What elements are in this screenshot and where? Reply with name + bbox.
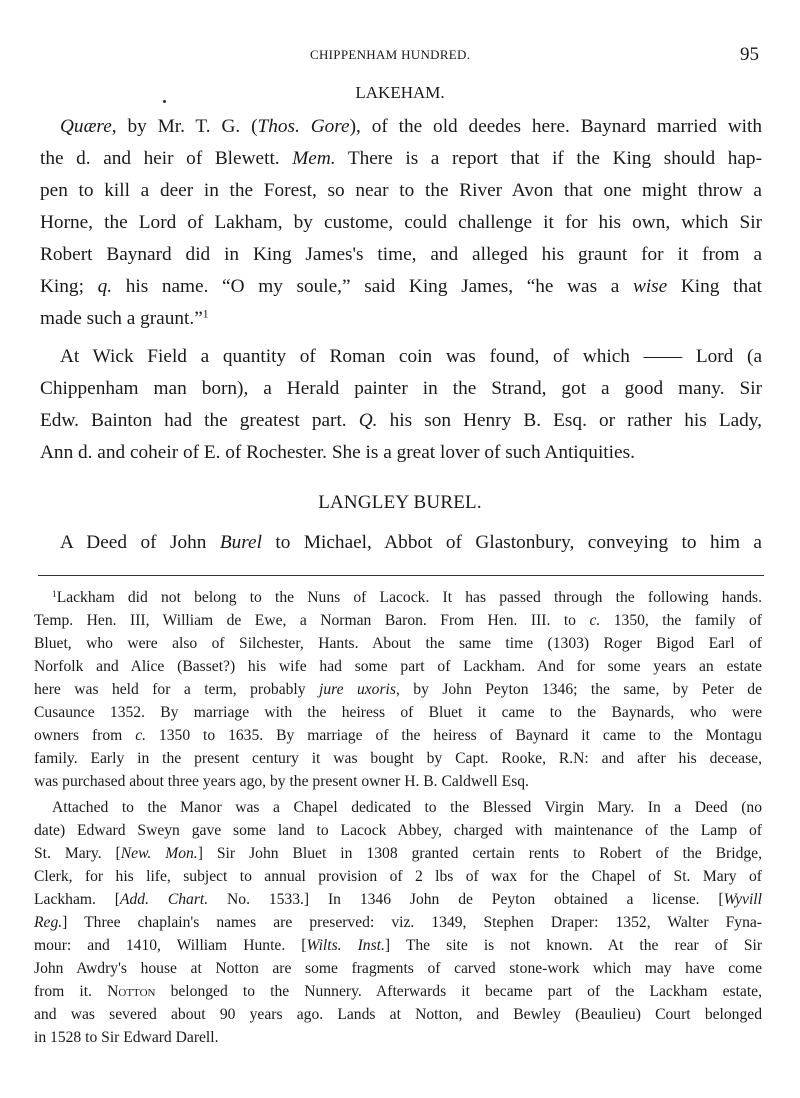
- text-line: [34, 891, 762, 909]
- italic-text: Q.: [358, 410, 378, 431]
- text-run: Robert Baynard did in King James's time, and alleged his graunt for it from a: [40, 244, 762, 265]
- text-run: A Deed of John: [60, 532, 220, 553]
- text-run: There is a report that if the King should hap-: [335, 148, 762, 169]
- text-run: King;: [40, 276, 98, 297]
- text-line: [40, 442, 762, 464]
- text-line: [34, 704, 762, 722]
- text-line: [34, 822, 762, 840]
- text-run: Bluet, who were also of Silchester, Hants. About the same time (1303) Roger Bigod Earl of: [34, 635, 762, 652]
- text-run: Horne, the Lord of Lakham, by custome, could challenge it for his own, which Sir: [40, 212, 762, 233]
- text-run: his son Henry B. Esq. or rather his Lady,: [377, 410, 763, 431]
- text-line: [34, 937, 762, 955]
- italic-text: Wyvill: [723, 891, 762, 908]
- italic-text: New. Mon.: [120, 845, 198, 862]
- text-run: to Michael, Abbot of Glastonbury, conveying to him a: [261, 532, 762, 553]
- text-run: 1350 to 1635. By marriage of the heiress of Baynard it came to the Montagu: [146, 727, 762, 744]
- footnote-rule: [38, 575, 764, 576]
- text-line: [34, 960, 762, 978]
- text-line: [52, 589, 762, 607]
- text-line: [34, 727, 762, 745]
- text-run: belonged to the Nunnery. Afterwards it became part of the Lackham estate,: [155, 983, 762, 1000]
- text-line: [40, 308, 762, 330]
- text-run: in 1528 to Sir Edward Darell.: [34, 1029, 219, 1046]
- text-run: No. 1533.] In 1346 John de Peyton obtained a license. [: [208, 891, 724, 908]
- text-run: Ann d. and coheir of E. of Rochester. She is a great lover of such Antiquities.: [40, 442, 635, 463]
- text-line: [34, 1029, 762, 1047]
- text-line: [40, 180, 762, 202]
- italic-text: Add. Chart.: [119, 891, 209, 908]
- text-run: ), of the old deedes here. Baynard married with: [349, 116, 762, 137]
- text-run: made such a graunt.”: [40, 308, 203, 329]
- text-run: ] Three chaplain's names are preserved: viz. 1349, Stephen Draper: 1352, Walter Fyna-: [62, 914, 762, 931]
- text-run: family. Early in the present century it was bought by Capt. Rooke, R.N: and after his decease,: [34, 750, 762, 767]
- text-line: [60, 346, 762, 368]
- text-run: owners from: [34, 727, 136, 744]
- text-line: [34, 612, 762, 630]
- running-head: [0, 44, 800, 66]
- text-run: Lackham. [: [34, 891, 120, 908]
- text-run: Clerk, for his life, subject to annual provision of 2 lbs of wax for the Chapel of St. Mary of: [34, 868, 762, 885]
- text-run: here was held for a term, probably: [34, 681, 319, 698]
- small-caps-text: Notton: [107, 983, 156, 1000]
- text-run: John Awdry's house at Notton are some fragments of carved stone-work which may have come: [34, 960, 762, 977]
- text-run: Cusaunce 1352. By marriage with the heiress of Bluet it came to the Baynards, who were: [34, 704, 762, 721]
- italic-text: Thos. Gore: [257, 116, 350, 137]
- text-run: the d. and heir of Blewett.: [40, 148, 293, 169]
- text-run: from it.: [34, 983, 108, 1000]
- text-line: [40, 276, 762, 298]
- text-run: pen to kill a deer in the Forest, so near to the River Avon that one might throw a: [40, 180, 762, 201]
- footnote-reference[interactable]: 1: [202, 307, 209, 321]
- italic-text: c.: [589, 612, 601, 629]
- section-heading-lakeham: LAKEHAM.: [355, 83, 445, 102]
- text-run: , by Mr. T. G. (: [111, 116, 258, 137]
- italic-text: Wilts. Inst.: [306, 937, 385, 954]
- text-line: [34, 681, 762, 699]
- text-run: At Wick Field a quantity of Roman coin was found, of which —— Lord (a: [60, 346, 762, 367]
- section-heading-langley-burel: LANGLEY BUREL.: [318, 492, 482, 513]
- text-line: [34, 658, 762, 676]
- text-line: [60, 116, 762, 138]
- page-number: 95: [740, 44, 759, 65]
- text-run: ] Sir John Bluet in 1308 granted certain rents to Robert of the Bridge,: [197, 845, 762, 862]
- text-line: [52, 799, 762, 817]
- text-line: [34, 773, 762, 791]
- text-run: his name. “O my soule,” said King James, “he was a: [112, 276, 633, 297]
- text-line: [40, 244, 762, 266]
- text-line: [34, 983, 762, 1001]
- text-line: [34, 868, 762, 886]
- italic-text: q.: [97, 276, 113, 297]
- text-line: [40, 148, 762, 170]
- italic-text: jure uxoris: [318, 681, 396, 698]
- text-run: was purchased about three years ago, by the present owner H. B. Caldwell Esq.: [34, 773, 529, 790]
- text-run: mour: and 1410, William Hunte. [: [34, 937, 307, 954]
- text-run: , by John Peyton 1346; the same, by Peter de: [395, 681, 762, 698]
- text-run: Edw. Bainton had the greatest part.: [40, 410, 359, 431]
- text-line: [34, 750, 762, 768]
- text-line: [34, 845, 762, 863]
- italic-text: Burel: [219, 532, 262, 553]
- text-run: ] The site is not known. At the rear of Sir: [384, 937, 763, 954]
- text-run: King that: [667, 276, 763, 297]
- italic-text: c.: [135, 727, 147, 744]
- text-run: Temp. Hen. III, William de Ewe, a Norman Baron. From Hen. III. to: [34, 612, 590, 629]
- text-line: [40, 212, 762, 234]
- text-line: [60, 532, 762, 554]
- italic-text: Mem.: [292, 148, 336, 169]
- text-run: Chippenham man born), a Herald painter in the Strand, got a good many. Sir: [40, 378, 762, 399]
- text-run: St. Mary. [: [34, 845, 121, 862]
- text-run: Lackham did not belong to the Nuns of Lacock. It has passed through the following hands.: [56, 589, 762, 606]
- text-run: and was severed about 90 years ago. Lands at Notton, and Bewley (Beaulieu) Court belonged: [34, 1006, 762, 1023]
- text-run: Attached to the Manor was a Chapel dedicated to the Blessed Virgin Mary. In a Deed (no: [52, 799, 762, 816]
- text-run: 1350, the family of: [600, 612, 762, 629]
- running-title: CHIPPENHAM HUNDRED.: [310, 47, 471, 62]
- text-line: [34, 1006, 762, 1024]
- italic-text: Reg.: [34, 914, 63, 931]
- text-line: [34, 914, 762, 932]
- footnote-marker: 1: [52, 589, 57, 600]
- italic-text: wise: [632, 276, 668, 297]
- text-line: [34, 635, 762, 653]
- text-line: [40, 410, 762, 432]
- text-run: Norfolk and Alice (Basset?) his wife had some part of Lackham. And for some years an estate: [34, 658, 762, 675]
- italic-text: Quære: [60, 116, 112, 137]
- text-line: [40, 378, 762, 400]
- text-run: date) Edward Sweyn gave some land to Lacock Abbey, charged with maintenance of the Lamp of: [34, 822, 762, 839]
